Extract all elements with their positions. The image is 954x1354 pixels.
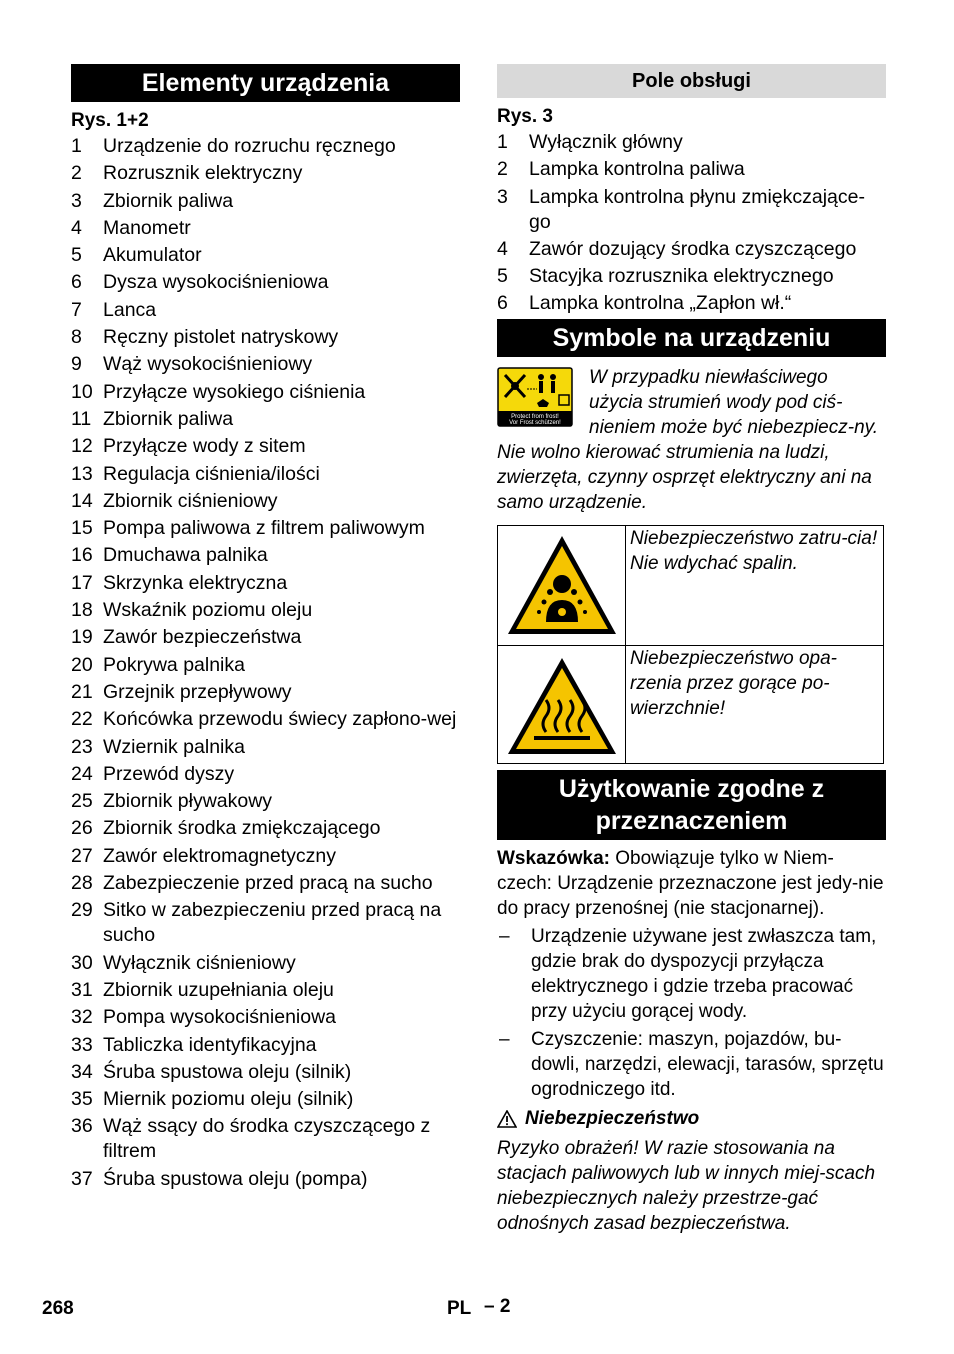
item-number: 2: [497, 158, 508, 181]
list-item: [71, 871, 460, 896]
item-text: Wyłącznik główny: [529, 131, 683, 153]
list-item: [71, 543, 460, 568]
item-number: 8: [71, 326, 82, 349]
item-text: Wąż wysokociśnieniowy: [103, 353, 313, 376]
item-number: 4: [497, 237, 508, 260]
list-item: [71, 489, 460, 514]
item-text: Skrzynka elektryczna: [103, 571, 288, 594]
section-page-number: – 2: [484, 1296, 511, 1317]
item-text: Śruba spustowa oleju (pompa): [103, 1167, 368, 1190]
list-item: [497, 237, 886, 262]
list-item: [71, 407, 460, 432]
item-text: Lanca: [103, 298, 157, 321]
spray-warning-text: W przypadku niewłaściwego użycia strumień wody pod ciś-nieniem może być niebezpiecz-ny. Nie wolno kierować strumienia na ludzi, zwierzęta, czynny osprzęt elektryczny ani na samo urządzenie.: [497, 367, 879, 514]
language-code: PL: [447, 1298, 472, 1319]
figure-label: Rys. 3: [497, 106, 553, 127]
item-text: Zbiornik środka zmiękczającego: [103, 817, 381, 840]
list-item: [497, 1027, 886, 1102]
item-text: Przyłącze wody z sitem: [103, 435, 306, 458]
hazard-icon-cell: [498, 646, 626, 764]
note-label: Wskazówka:: [497, 848, 610, 870]
item-number: 23: [71, 735, 93, 758]
list-item: [497, 157, 886, 182]
item-text: Zbiornik pływakowy: [103, 790, 273, 813]
item-number: 15: [71, 517, 93, 540]
list-item: [71, 598, 460, 623]
item-text: Wąż ssący do środka czyszczącego z filtrem: [103, 1115, 431, 1163]
hazard-row-hot-surface: [498, 646, 884, 764]
list-item: [71, 434, 460, 459]
list-item: [71, 380, 460, 405]
item-number: 36: [71, 1115, 93, 1138]
item-number: 2: [71, 162, 82, 185]
item-number: 5: [71, 244, 82, 267]
poisoning-hazard-icon: [504, 532, 620, 640]
item-number: 18: [71, 599, 93, 622]
sticker-text-en: Protect from frost!: [511, 414, 559, 421]
item-text: Ręczny pistolet natryskowy: [103, 326, 339, 349]
item-text: Lampka kontrolna paliwa: [529, 158, 745, 181]
item-number: 24: [71, 762, 93, 785]
list-item: [71, 161, 460, 186]
item-number: 3: [497, 185, 508, 208]
item-text: Lampka kontrolna „Zapłon wł.“: [529, 292, 792, 315]
item-number: 19: [71, 626, 93, 649]
item-number: 3: [71, 189, 82, 212]
list-item: [71, 1005, 460, 1030]
section-heading-elements: Elementy urządzenia: [71, 64, 460, 102]
hot-surface-hazard-icon: [504, 654, 620, 758]
item-number: 1: [71, 135, 82, 157]
item-text: Stacyjka rozrusznika elektrycznego: [529, 265, 834, 288]
list-item: [71, 978, 460, 1003]
list-item: [497, 924, 886, 1024]
item-text: Końcówka przewodu świecy zapłono-wej: [103, 708, 457, 731]
item-text: Pompa paliwowa z filtrem paliwowym: [103, 517, 425, 540]
danger-heading: [497, 1106, 886, 1131]
item-number: 25: [71, 790, 93, 813]
usage-item-text: Czyszczenie: maszyn, pojazdów, bu-dowli, narzędzi, elewacji, tarasów, sprzętu ogrodniczego itd.: [531, 1029, 884, 1101]
item-text: Wskaźnik poziomu oleju: [103, 599, 313, 622]
right-column: [497, 64, 886, 1236]
list-item: [71, 134, 460, 159]
item-number: 14: [71, 489, 93, 512]
list-item: [71, 844, 460, 869]
list-item: [71, 680, 460, 705]
list-item: [71, 1060, 460, 1085]
item-text: Przyłącze wysokiego ciśnienia: [103, 380, 366, 403]
list-item: [71, 762, 460, 787]
list-item: [71, 189, 460, 214]
item-number: 9: [71, 353, 82, 376]
item-text: Sitko w zabezpieczeniu przed pracą na sucho: [103, 899, 442, 947]
item-text: Lampka kontrolna płynu zmiękczające-go: [529, 185, 865, 233]
list-item: [71, 1167, 460, 1192]
item-text: Wziernik palnika: [103, 735, 245, 758]
hazard-text-hot-surface: Niebezpieczeństwo opa-rzenia przez gorące po-wierzchnie!: [626, 646, 884, 764]
item-number: 29: [71, 899, 93, 922]
list-item: [497, 130, 886, 155]
item-text: Dmuchawa palnika: [103, 544, 268, 567]
list-item: [71, 1114, 460, 1164]
item-number: 33: [71, 1033, 93, 1056]
dash-bullet: –: [499, 926, 510, 948]
page-number: 268: [42, 1298, 74, 1319]
item-text: Zbiornik uzupełniania oleju: [103, 978, 334, 1001]
item-number: 12: [71, 435, 93, 458]
item-number: 7: [71, 298, 82, 321]
section-heading-intended-use: Użytkowanie zgodne z przeznaczeniem: [497, 770, 886, 840]
item-number: 11: [71, 407, 92, 430]
spray-warning-block: [497, 365, 886, 515]
item-number: 10: [71, 380, 93, 403]
hazard-row-poisoning: [498, 526, 884, 646]
list-item: [71, 462, 460, 487]
item-text: Zbiornik paliwa: [103, 407, 234, 430]
item-text: Urządzenie do rozruchu ręcznego: [103, 135, 396, 157]
item-text: Dysza wysokociśnieniowa: [103, 271, 329, 294]
list-item: [71, 325, 460, 350]
usage-dash-list: [497, 924, 886, 1102]
item-number: 4: [71, 216, 82, 239]
danger-text: Ryzyko obrażeń! W razie stosowania na stacjach paliwowych lub w innych miej-scach niebezpiecznych należy przestrze-gać odnośnych zasad bezpieczeństwa.: [497, 1138, 876, 1235]
list-item: [497, 185, 886, 235]
usage-item-text: Urządzenie używane jest zwłaszcza tam, gdzie brak do dyspozycji przyłącza elektrycznego i gdzie trzeba pracować przy użyciu gorącej wody.: [531, 926, 877, 1023]
item-number: 20: [71, 653, 93, 676]
list-item: [71, 352, 460, 377]
warning-triangle-icon: [497, 1110, 517, 1128]
item-number: 1: [497, 131, 508, 153]
item-text: Zbiornik ciśnieniowy: [103, 489, 278, 512]
hazard-symbols-table: [497, 525, 884, 764]
item-number: 37: [71, 1167, 93, 1190]
list-item: [71, 1087, 460, 1112]
hazard-icon-cell: [498, 526, 626, 646]
item-number: 30: [71, 951, 93, 974]
item-text: Zbiornik paliwa: [103, 189, 234, 212]
list-item: [71, 653, 460, 678]
note-text: Obowiązuje tylko w Niem-czech: Urządzenie przeznaczone jest jedy-nie do pracy przenośnej (nie stacjonarnej).: [497, 848, 884, 920]
item-number: 26: [71, 817, 93, 840]
list-item: [71, 625, 460, 650]
device-elements-list: [71, 134, 460, 1192]
item-text: Przewód dyszy: [103, 762, 235, 785]
item-number: 32: [71, 1006, 93, 1029]
list-item: [71, 707, 460, 732]
control-panel-list: [497, 130, 886, 316]
list-item: [71, 898, 460, 948]
item-number: 21: [71, 680, 93, 703]
section-heading-control-panel: Pole obsługi: [497, 64, 886, 98]
item-number: 16: [71, 544, 93, 567]
danger-label: Niebezpieczeństwo: [525, 1108, 700, 1130]
hazard-text-poisoning: Niebezpieczeństwo zatru-cia! Nie wdychać spalin.: [626, 526, 884, 646]
item-number: 5: [497, 265, 508, 288]
item-number: 17: [71, 571, 93, 594]
item-text: Śruba spustowa oleju (silnik): [103, 1060, 352, 1083]
list-item: [71, 270, 460, 295]
list-item: [71, 789, 460, 814]
item-text: Miernik poziomu oleju (silnik): [103, 1088, 354, 1111]
item-text: Pokrywa palnika: [103, 653, 245, 676]
item-number: 22: [71, 708, 93, 731]
item-number: 34: [71, 1060, 93, 1083]
sticker-text-de: Vor Frost schützen!: [509, 420, 561, 427]
item-text: Zabezpieczenie przed pracą na sucho: [103, 872, 433, 895]
list-item: [71, 816, 460, 841]
list-item: [71, 216, 460, 241]
left-column: [71, 64, 460, 1194]
list-item: [71, 951, 460, 976]
list-item: [71, 243, 460, 268]
list-item: [71, 516, 460, 541]
spray-warning-sticker-icon: [497, 367, 573, 427]
item-text: Regulacja ciśnienia/ilości: [103, 462, 320, 485]
item-text: Pompa wysokociśnieniowa: [103, 1006, 337, 1029]
item-text: Manometr: [103, 216, 191, 239]
item-text: Zawór elektromagnetyczny: [103, 844, 337, 867]
dash-bullet: –: [499, 1029, 510, 1051]
section-heading-symbols: Symbole na urządzeniu: [497, 319, 886, 357]
item-text: Rozrusznik elektryczny: [103, 162, 303, 185]
list-item: [71, 298, 460, 323]
item-number: 27: [71, 844, 93, 867]
item-number: 6: [71, 271, 82, 294]
item-number: 35: [71, 1088, 93, 1111]
figure-label: Rys. 1+2: [71, 110, 149, 131]
item-text: Grzejnik przepływowy: [103, 680, 292, 703]
item-text: Zawór dozujący środka czyszczącego: [529, 237, 857, 260]
list-item: [497, 264, 886, 289]
list-item: [71, 571, 460, 596]
item-text: Zawór bezpieczeństwa: [103, 626, 302, 649]
list-item: [71, 1033, 460, 1058]
item-text: Wyłącznik ciśnieniowy: [103, 951, 296, 974]
note-paragraph: [497, 846, 886, 921]
item-number: 28: [71, 872, 93, 895]
item-text: Tabliczka identyfikacyjna: [103, 1033, 317, 1056]
list-item: [497, 291, 886, 316]
item-text: Akumulator: [103, 244, 202, 267]
item-number: 31: [71, 978, 93, 1001]
list-item: [71, 735, 460, 760]
item-number: 6: [497, 292, 508, 315]
item-number: 13: [71, 462, 93, 485]
